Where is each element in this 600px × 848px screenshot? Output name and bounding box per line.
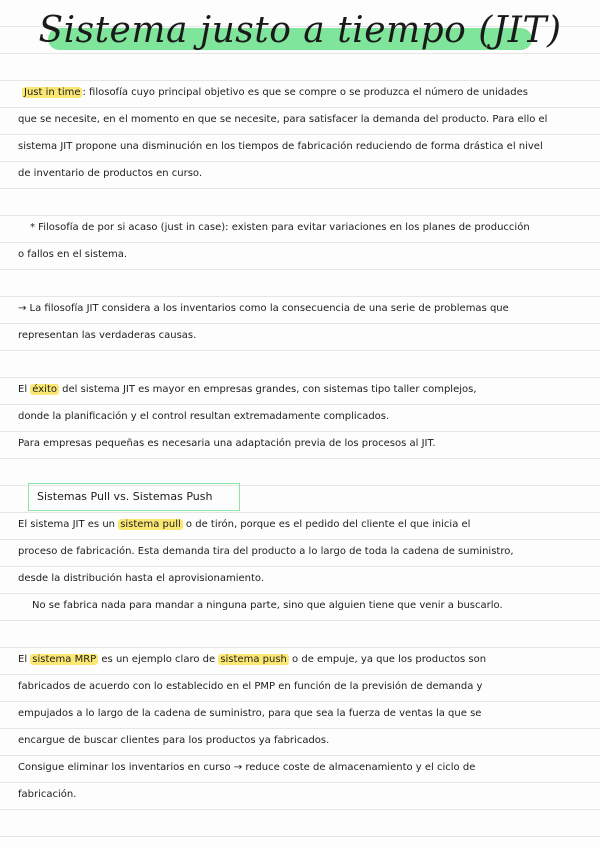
p1-line-1 bbox=[22, 86, 528, 100]
p6-line-2: fabricados de acuerdo con lo establecido en el PMP en función de la previsión de demanda y bbox=[18, 681, 483, 692]
p5-line-3: desde la distribución hasta el aprovisionamiento. bbox=[18, 573, 265, 584]
p5-line-4: No se fabrica nada para mandar a ninguna parte, sino que alguien tiene que venir a buscarlo. bbox=[32, 600, 503, 611]
p1-line-1-text: : filosofía cuyo principal objetivo es que se compre o se produzca el número de unidades bbox=[82, 87, 528, 98]
p5-line-1-pre: El sistema JIT es un bbox=[18, 519, 119, 530]
p6-line-4: encargue de buscar clientes para los productos ya fabricados. bbox=[18, 735, 330, 746]
p1-line-2: que se necesite, en el momento en que se necesite, para satisfacer la demanda del producto. Para ello el bbox=[18, 114, 548, 125]
p4-line-3: Para empresas pequeñas es necesaria una adaptación previa de los procesos al JIT. bbox=[18, 438, 436, 449]
p2-line-1: * Filosofía de por si acaso (just in case): existen para evitar variaciones en los planes de producción bbox=[30, 222, 530, 233]
p1-line-4: de inventario de productos en curso. bbox=[18, 168, 203, 179]
term-exito: éxito bbox=[32, 384, 57, 395]
term-sistema-mrp: sistema MRP bbox=[32, 654, 97, 665]
p5-line-1-text: o de tirón, porque es el pedido del cliente el que inicia el bbox=[182, 519, 471, 530]
p4-line-2: donde la planificación y el control resultan extremadamente complicados. bbox=[18, 411, 390, 422]
page-title: Sistema justo a tiempo (JIT) bbox=[38, 10, 562, 51]
term-just-in-time: Just in time bbox=[24, 87, 81, 98]
term-sistema-push: sistema push bbox=[220, 654, 287, 665]
p6-line-1-mid: es un ejemplo claro de bbox=[98, 654, 219, 665]
pull-vs-push-box: Sistemas Pull vs. Sistemas Push bbox=[28, 483, 240, 511]
p5-line-2: proceso de fabricación. Esta demanda tira del producto a lo largo de toda la cadena de suministro, bbox=[18, 546, 514, 557]
p4-line-1-pre: El bbox=[18, 384, 31, 395]
p2-line-2: o fallos en el sistema. bbox=[18, 249, 128, 260]
p6-line-6: fabricación. bbox=[18, 789, 77, 800]
p5-line-1 bbox=[18, 518, 470, 532]
p4-line-1 bbox=[18, 383, 477, 397]
p6-line-5: Consigue eliminar los inventarios en curso → reduce coste de almacenamiento y el ciclo de bbox=[18, 762, 476, 773]
p6-line-1 bbox=[18, 653, 486, 667]
p1-line-3: sistema JIT propone una disminución en los tiempos de fabricación reduciendo de forma drástica el nivel bbox=[18, 141, 543, 152]
p6-line-1-pre: El bbox=[18, 654, 31, 665]
p6-line-3: empujados a lo largo de la cadena de suministro, para que sea la fuerza de ventas la que se bbox=[18, 708, 482, 719]
p4-line-1-text: del sistema JIT es mayor en empresas grandes, con sistemas tipo taller complejos, bbox=[59, 384, 477, 395]
p3-line-1: → La filosofía JIT considera a los inventarios como la consecuencia de una serie de problemas que bbox=[18, 303, 509, 314]
p3-line-2: representan las verdaderas causas. bbox=[18, 330, 197, 341]
p6-line-1-text: o de empuje, ya que los productos son bbox=[288, 654, 487, 665]
title-area bbox=[0, 8, 600, 54]
term-sistema-pull: sistema pull bbox=[120, 519, 181, 530]
